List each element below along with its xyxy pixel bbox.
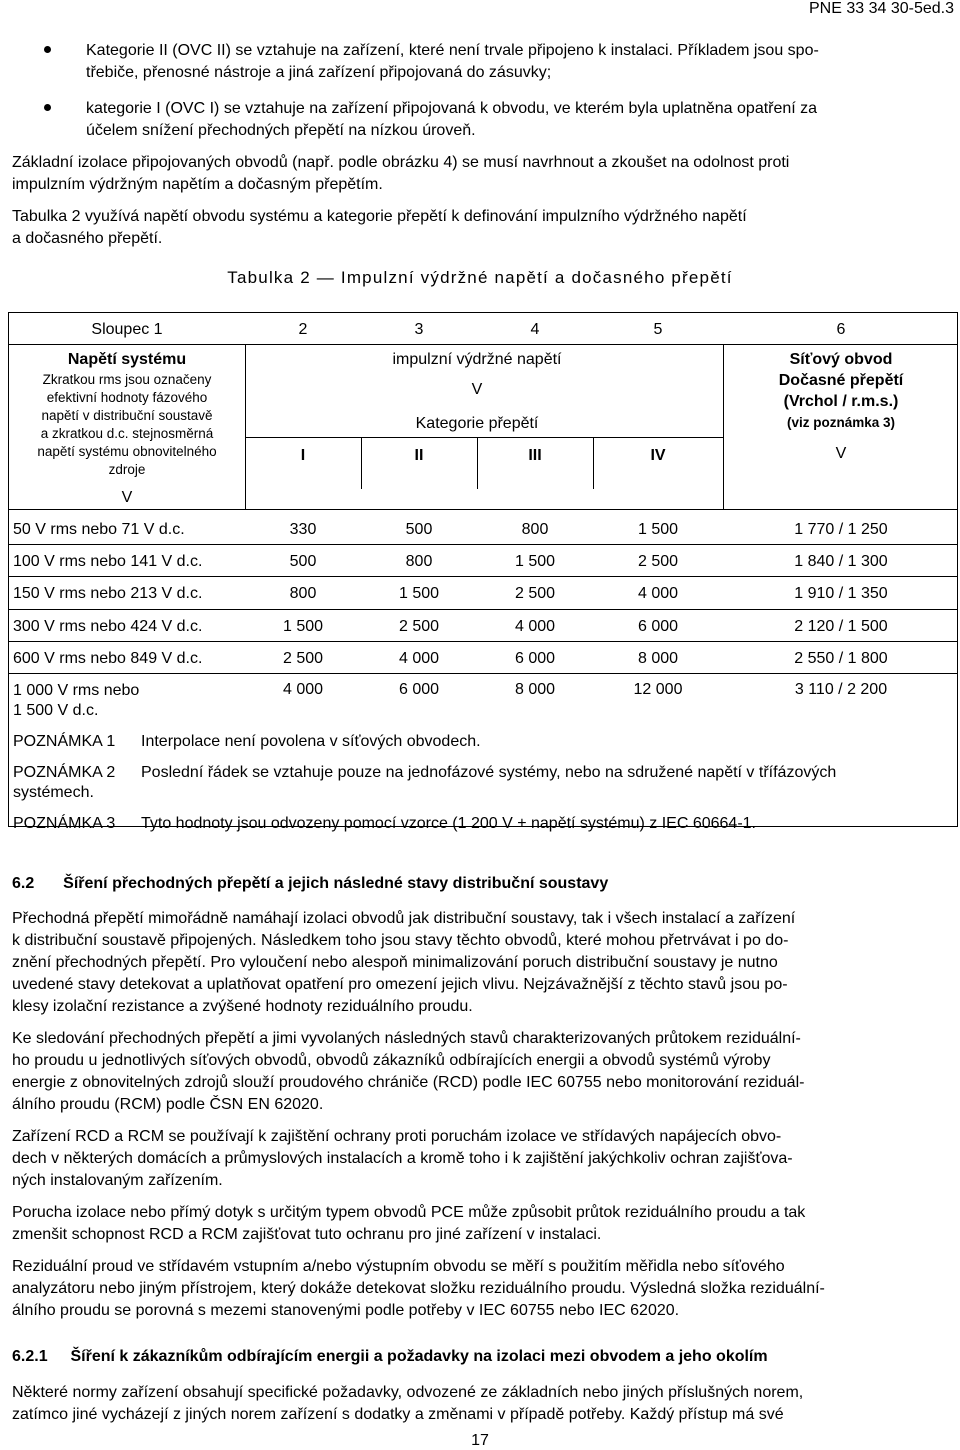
paragraph-line: Ke sledování přechodných přepětí a jimi vyvolaných následných stavů charakterizovaných průtokem reziduální- <box>12 1030 801 1047</box>
table-cell: 12 000 <box>633 681 683 698</box>
note-label: POZNÁMKA 1 <box>13 733 116 750</box>
paragraph-line: Některé normy zařízení obsahují specifické požadavky, odvozené ze základních nebo jiných příslušných norem, <box>12 1384 804 1401</box>
table-cell: 1 500 <box>514 553 556 570</box>
paragraph-line: ho proudu u jednotlivých síťových obvodů, obvodů zákazníků odbírajících energii a obvodů systémů výroby <box>12 1052 771 1069</box>
table-cell: 4 000 <box>637 585 679 602</box>
table-cell: 6 000 <box>514 650 556 667</box>
column-number: 5 <box>653 321 663 338</box>
table-cell: 2 500 <box>514 585 556 602</box>
category-header: Kategorie přepětí <box>415 415 539 432</box>
bullet-item <box>44 40 944 84</box>
note-text: Poslední řádek se vztahuje pouze na jednofázové systémy, nebo na sdružené napětí v třífázových <box>141 764 837 781</box>
impulse-header: impulzní výdržné napětí <box>392 351 562 368</box>
paragraph <box>12 908 950 1018</box>
paragraph-line: zmenšit schopnost RCD a RCM zajišťovat tuto ochranu pro jiné zařízení v instalaci. <box>12 1226 602 1243</box>
table-cell: 6 000 <box>398 681 440 698</box>
temp-header-line: Dočasné přepětí <box>778 372 904 389</box>
table-cell: 8 000 <box>514 681 556 698</box>
table-rule <box>9 673 957 674</box>
column-number: 3 <box>414 321 424 338</box>
note-text-continued: systémech. <box>13 784 94 801</box>
column-number: 4 <box>530 321 540 338</box>
table-rule <box>9 344 957 345</box>
impulse-unit: V <box>471 381 483 398</box>
bullet-dot <box>44 46 51 53</box>
temp-header-line: Síťový obvod <box>789 351 893 368</box>
temp-header-note: (viz poznámka 3) <box>786 415 896 430</box>
paragraph-line: álního proudu se porovná s mezemi stanovenými podle potřeby v IEC 60755 nebo IEC 62020. <box>12 1302 680 1319</box>
bullet-dot <box>44 104 51 111</box>
system-voltage-unit: V <box>121 489 133 506</box>
cell-line: 1 000 V rms nebo <box>13 682 140 699</box>
voltage-table <box>8 312 958 832</box>
table-cell: 2 500 <box>282 650 324 667</box>
category-rule <box>245 437 723 438</box>
paragraph-line: Základní izolace připojovaných obvodů (např. podle obrázku 4) se musí navrhnout a zkoušet na odolnost proti <box>12 154 790 171</box>
paragraph <box>12 1256 950 1322</box>
paragraph-line: klesy izolační rezistance a zvýšené hodnoty reziduálního proudu. <box>12 998 473 1015</box>
bullet-line: kategorie I (OVC I) se vztahuje na zařízení připojovaná k obvodu, ve kterém byla uplatněna opatření za <box>86 100 818 117</box>
system-voltage-header: Napětí systému <box>67 351 187 368</box>
note-label: POZNÁMKA 3 <box>13 815 116 832</box>
temp-header-line: (Vrchol / r.m.s.) <box>783 393 899 410</box>
table-cell: 2 500 <box>637 553 679 570</box>
table-cell: 1 910 / 1 350 <box>794 585 888 602</box>
column-number: Sloupec 1 <box>91 321 163 338</box>
subsection-heading <box>12 1348 768 1366</box>
paragraph-line: ných instalovaným zařízením. <box>12 1172 223 1189</box>
table-rule <box>245 344 246 509</box>
table-cell: 2 500 <box>398 618 440 635</box>
table-cell: 1 840 / 1 300 <box>794 553 888 570</box>
paragraph <box>12 1028 950 1116</box>
paragraph-line: a dočasného přepětí. <box>12 230 163 247</box>
note-text: Tyto hodnoty jsou odvozeny pomocí vzorce (1 200 V + napětí systému) z IEC 60664-1. <box>141 815 756 832</box>
paragraph-line: analyzátoru nebo jiným přístrojem, který dokáže detekovat složku reziduálního proudu. Výsledná složka reziduální- <box>12 1280 825 1297</box>
table-cell: 2 120 / 1 500 <box>794 618 888 635</box>
table-cell: 800 <box>521 521 549 538</box>
paragraph-line: energie z obnovitelných zdrojů slouží proudového chrániče (RCD) podle IEC 60755 nebo monitorování reziduál- <box>12 1074 805 1091</box>
system-voltage-cell: 100 V rms nebo 141 V d.c. <box>13 553 203 570</box>
table-rule <box>723 344 724 509</box>
category-label: I <box>300 447 306 464</box>
note-text: Interpolace není povolena v síťových obvodech. <box>141 733 481 750</box>
system-voltage-note <box>9 371 245 479</box>
paragraph-line: k distribuční soustavě připojených. Následkem toho jsou stavy těchto obvodů, které mohou přetrvávat i po do- <box>12 932 789 949</box>
paragraph-line: Reziduální proud ve střídavém vstupním a/nebo výstupním obvodu se měří s použitím měřidla nebo síťového <box>12 1258 785 1275</box>
section-heading <box>12 875 608 893</box>
bullet-line: účelem snížení přechodných přepětí na nízkou úroveň. <box>86 122 476 139</box>
paragraph-line: Zařízení RCD a RCM se používají k zajištění ochrany proti poruchám izolace ve střídavých napájecích obvo- <box>12 1128 782 1145</box>
table-rule <box>9 641 957 642</box>
column-number: 2 <box>298 321 308 338</box>
bullet-line: Kategorie II (OVC II) se vztahuje na zařízení, které není trvale připojeno k instalaci. Příkladem jsou spo- <box>86 42 819 59</box>
table-cell: 1 770 / 1 250 <box>794 521 888 538</box>
table-cell: 4 000 <box>398 650 440 667</box>
paragraph-line: znění přechodných přepětí. Pro vyloučení nebo alespoň minimalizování poruch distribuční soustavy je nutno <box>12 954 778 971</box>
paragraph-line: Přechodná přepětí mimořádně namáhají izolaci obvodů jak distribuční soustavy, tak i všech instalací a zařízení <box>12 910 796 927</box>
table-rule <box>9 509 957 510</box>
table-cell: 3 110 / 2 200 <box>794 681 888 698</box>
bullet-line: třebiče, přenosné nástroje a jiná zařízení připojovaná do zásuvky; <box>86 64 552 81</box>
paragraph <box>12 1126 950 1192</box>
note-label: POZNÁMKA 2 <box>13 764 116 781</box>
table-cell: 1 500 <box>637 521 679 538</box>
table-cell: 1 500 <box>282 618 324 635</box>
paragraph-line: álního proudu (RCM) podle ČSN EN 62020. <box>12 1096 324 1113</box>
cell-line: 1 500 V d.c. <box>13 702 99 719</box>
table-cell: 800 <box>405 553 433 570</box>
section-title: Šíření k zákazníkům odbírajícím energii a požadavky na izolaci mezi obvodem a jeho okolím <box>70 1348 768 1365</box>
category-label: II <box>414 447 424 464</box>
note-line: Zkratkou rms jsou označeny <box>42 372 212 387</box>
table-cell: 800 <box>289 585 317 602</box>
system-voltage-cell: 150 V rms nebo 213 V d.c. <box>13 585 203 602</box>
bullet-text <box>86 98 944 142</box>
section-number: 6.2.1 <box>12 1348 48 1365</box>
bullet-item <box>44 98 944 142</box>
table-cell: 8 000 <box>637 650 679 667</box>
table-cell: 1 500 <box>398 585 440 602</box>
temp-header-unit: V <box>835 445 847 462</box>
paragraph <box>12 152 950 196</box>
paragraph-line: uvedené stavy detekovat a uplatňovat opatření pro omezení jejich vlivu. Nejzávažnější z těchto stavů jsou po- <box>12 976 788 993</box>
table-rule <box>9 609 957 610</box>
table-cell: 330 <box>289 521 317 538</box>
column-number: 6 <box>836 321 846 338</box>
category-label: III <box>528 447 542 464</box>
paragraph-line: Porucha izolace nebo přímý dotyk s určitým typem obvodů PCE může způsobit průtok reziduálního proudu a tak <box>12 1204 806 1221</box>
section-number: 6.2 <box>12 875 35 892</box>
system-voltage-cell <box>13 681 139 721</box>
page-number: 17 <box>471 1432 489 1449</box>
paragraph-line: dech v některých domácích a průmyslových instalacích a kromě toho i k zajištění jakýchkoliv ochran zajišťova- <box>12 1150 793 1167</box>
table-cell: 6 000 <box>637 618 679 635</box>
table-rule <box>9 576 957 577</box>
paragraph-line: Tabulka 2 využívá napětí obvodu systému a kategorie přepětí k definování impulzního výdržného napětí <box>12 208 747 225</box>
system-voltage-cell: 600 V rms nebo 849 V d.c. <box>13 650 203 667</box>
table-cell: 4 000 <box>282 681 324 698</box>
table-cell: 2 550 / 1 800 <box>794 650 888 667</box>
paragraph-line: impulzním výdržným napětím a dočasným přepětím. <box>12 176 383 193</box>
note-line: napětí systému obnovitelného <box>37 444 217 459</box>
document-id: PNE 33 34 30-5ed.3 <box>809 0 954 17</box>
bullet-text <box>86 40 944 84</box>
paragraph <box>12 1202 950 1246</box>
table-rule <box>9 544 957 545</box>
note-line: napětí v distribuční soustavě <box>41 408 213 423</box>
system-voltage-cell: 300 V rms nebo 424 V d.c. <box>13 618 203 635</box>
system-voltage-cell: 50 V rms nebo 71 V d.c. <box>13 521 185 538</box>
note-line: a zkratkou d.c. stejnosměrná <box>40 426 214 441</box>
table-cell: 4 000 <box>514 618 556 635</box>
category-label: IV <box>650 447 666 464</box>
table-title: Tabulka 2 — Impulzní výdržné napětí a dočasného přepětí <box>227 268 733 287</box>
note-line: efektivní hodnoty fázového <box>46 390 208 405</box>
table-cell: 500 <box>405 521 433 538</box>
paragraph-line: zatímco jiné vycházejí z jiných norem zařízení s dodatky a změnami v případě potřeby. Každý přístup má své <box>12 1406 784 1423</box>
paragraph <box>12 206 950 250</box>
note-line: zdroje <box>108 462 146 477</box>
paragraph <box>12 1382 950 1426</box>
table-cell: 500 <box>289 553 317 570</box>
section-title: Šíření přechodných přepětí a jejich následné stavy distribuční soustavy <box>63 875 609 892</box>
